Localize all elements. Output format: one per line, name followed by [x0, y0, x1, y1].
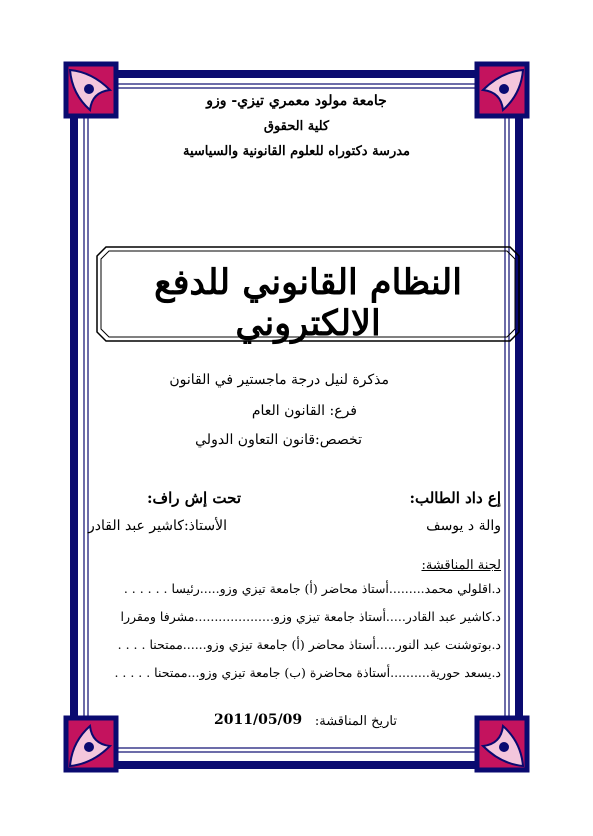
branch-line: فرع: القانون العام — [251, 403, 357, 419]
student-label: إع داد الطالب: — [409, 489, 501, 507]
supervisor-name: الأستاذ:كاشير عبد القادر — [88, 518, 227, 534]
specialty-line: تخصص:قانون التعاون الدولي — [195, 432, 362, 448]
student-name: والة د يوسف — [426, 518, 501, 534]
discussion-date: 2011/05/09 — [214, 712, 303, 728]
supervisor-label: تحت إش راف: — [146, 489, 241, 507]
discussion-date-label: تاريخ المناقشة: — [314, 714, 397, 729]
faculty-name: كلية الحقوق — [263, 119, 330, 134]
committee-heading: لجنة المناقشة: — [421, 558, 501, 573]
corner-ornament-bottom-left — [66, 718, 116, 770]
committee-member: د.كاشير عبد القادر.....أستاذ جامعة تيزي وزو....................مشرفا ومقررا — [120, 609, 501, 624]
committee-member: د.يسعد حورية..........أستاذة محاضرة (ب) جامعة تيزي وزو...ممتحنا . . . . . — [114, 665, 501, 680]
thesis-title: النظام القانوني للدفع الالكتروني — [154, 262, 462, 344]
committee-member: د.اقلولي محمد.........أستاذ محاضر (أ) جامعة تيزي وزو.....رئيسا . . . . . . — [123, 581, 501, 596]
university-name: جامعة مولود معمري تيزي- وزو — [206, 93, 387, 109]
school-name: مدرسة دكتوراه للعلوم القانونية والسياسية — [182, 144, 411, 159]
committee-member: د.بوتوشنت عبد النور.....أستاذ محاضر (أ) جامعة تيزي وزو......ممتحنا . . . . — [117, 637, 501, 652]
corner-ornament-bottom-right — [477, 718, 527, 770]
degree-line: مذكرة لنيل درجة ماجستير في القانون — [169, 372, 389, 388]
